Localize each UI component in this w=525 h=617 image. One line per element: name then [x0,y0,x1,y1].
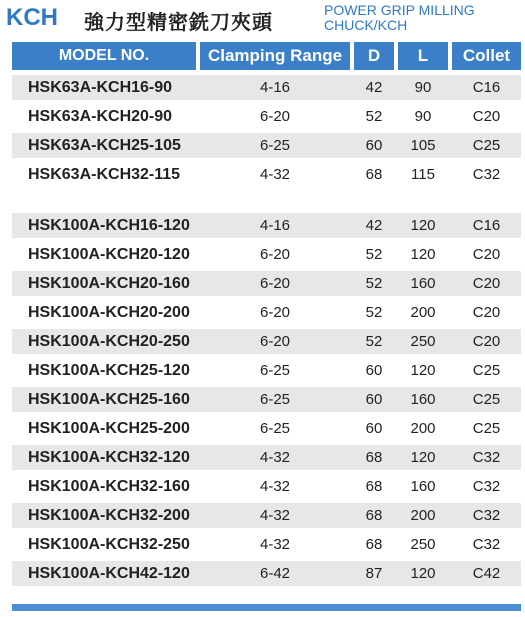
group-hsk100a [12,213,521,586]
cell-range: 6-20 [259,246,291,263]
cell-range: 4-32 [259,507,291,524]
cell-collet: C20 [472,246,501,263]
cell-collet: C25 [472,420,501,437]
table-row [12,242,521,267]
cell-collet: C32 [472,449,501,466]
group-hsk63a [12,75,521,187]
cell-range: 6-20 [259,304,291,321]
cell-d: 68 [365,478,383,495]
cell-d: 52 [365,304,383,321]
cell-model: HSK100A-KCH16-120 [28,217,190,234]
cell-d: 60 [365,137,383,154]
cell-model: HSK63A-KCH32-115 [28,166,181,183]
cell-l: 120 [410,449,436,466]
cell-collet: C32 [472,536,501,553]
cell-collet: C25 [472,362,501,379]
cell-model: HSK100A-KCH32-250 [28,536,190,553]
table-row [12,445,521,470]
cell-range: 6-25 [259,391,291,408]
cell-l: 160 [410,275,436,292]
cell-d: 60 [365,391,383,408]
cell-l: 120 [410,565,436,582]
cell-collet: C32 [472,478,501,495]
table-row [12,387,521,412]
table-header [12,42,521,70]
cell-l: 105 [410,137,436,154]
cell-model: HSK100A-KCH32-160 [28,478,190,495]
cell-d: 52 [365,246,383,263]
cell-range: 6-42 [259,565,291,582]
table-row [12,358,521,383]
cell-collet: C25 [472,391,501,408]
product-code: KCH [6,4,58,31]
english-title-line1: POWER GRIP MILLING [324,2,475,18]
cell-l: 160 [410,391,436,408]
cell-l: 120 [410,246,436,263]
cell-range: 4-32 [259,478,291,495]
cell-d: 52 [365,108,383,125]
cell-l: 250 [410,333,436,350]
table-row [12,532,521,557]
cell-range: 4-32 [259,449,291,466]
cell-range: 4-32 [259,536,291,553]
cell-range: 4-32 [259,166,291,183]
cell-model: HSK100A-KCH32-200 [28,507,190,524]
cell-l: 200 [410,507,436,524]
table-row [12,271,521,296]
cell-model: HSK63A-KCH25-105 [28,137,181,154]
cell-model: HSK100A-KCH25-120 [28,362,190,379]
table-row [12,75,521,100]
cell-l: 115 [411,166,435,183]
cell-l: 200 [410,420,436,437]
cell-l: 120 [410,362,436,379]
cell-d: 42 [365,217,383,234]
cell-d: 60 [365,420,383,437]
footer-bar [12,604,521,611]
cell-model: HSK63A-KCH20-90 [28,108,173,125]
cell-range: 6-25 [259,137,291,154]
cell-l: 90 [414,108,432,125]
header-l: L [398,42,448,70]
cell-model: HSK100A-KCH20-160 [28,275,190,292]
cell-range: 4-16 [259,79,291,96]
cell-collet: C32 [472,507,501,524]
cell-collet: C20 [472,275,501,292]
cell-model: HSK100A-KCH25-160 [28,391,190,408]
cell-collet: C20 [472,333,501,350]
header-model: MODEL NO. [12,42,196,70]
cell-model: HSK100A-KCH25-200 [28,420,190,437]
table-row [12,416,521,441]
cell-d: 60 [365,362,383,379]
english-title [324,3,475,33]
cell-d: 42 [365,79,383,96]
cell-collet: C20 [472,304,501,321]
cell-collet: C20 [472,108,501,125]
cell-d: 68 [365,449,383,466]
cell-model: HSK100A-KCH20-200 [28,304,190,321]
cell-model: HSK63A-KCH16-90 [28,79,173,96]
table-row [12,162,521,187]
cell-model: HSK100A-KCH20-120 [28,246,190,263]
group-separator [12,191,521,213]
table-row [12,474,521,499]
cell-range: 6-25 [259,420,291,437]
cell-collet: C16 [472,217,501,234]
cell-range: 6-25 [259,362,291,379]
cell-range: 4-16 [259,217,291,234]
page-title [6,2,521,38]
cell-model: HSK100A-KCH32-120 [28,449,190,466]
cell-l: 250 [410,536,436,553]
table-row [12,561,521,586]
cell-l: 120 [410,217,436,234]
table-row [12,104,521,129]
cell-d: 87 [365,565,383,582]
cell-d: 68 [365,507,383,524]
cell-l: 160 [410,478,436,495]
table-row [12,300,521,325]
cell-d: 68 [365,536,383,553]
header-clamping-range: Clamping Range [200,42,350,70]
spec-table [12,42,521,590]
table-row [12,133,521,158]
cell-d: 52 [365,275,383,292]
header-d: D [354,42,394,70]
english-title-line2: CHUCK/KCH [324,17,408,33]
cell-range: 6-20 [259,108,291,125]
table-row [12,503,521,528]
cell-range: 6-20 [259,333,291,350]
cell-d: 68 [365,166,383,183]
cell-collet: C32 [472,166,501,183]
table-row [12,329,521,354]
cell-model: HSK100A-KCH20-250 [28,333,190,350]
cell-l: 200 [410,304,436,321]
chinese-title: 強力型精密銑刀夾頭 [84,10,273,34]
cell-d: 52 [365,333,383,350]
cell-collet: C25 [472,137,501,154]
cell-range: 6-20 [259,275,291,292]
table-row [12,213,521,238]
cell-collet: C42 [472,565,501,582]
cell-model: HSK100A-KCH42-120 [28,565,190,582]
header-collet: Collet [452,42,521,70]
cell-l: 90 [414,79,432,96]
cell-collet: C16 [472,79,501,96]
